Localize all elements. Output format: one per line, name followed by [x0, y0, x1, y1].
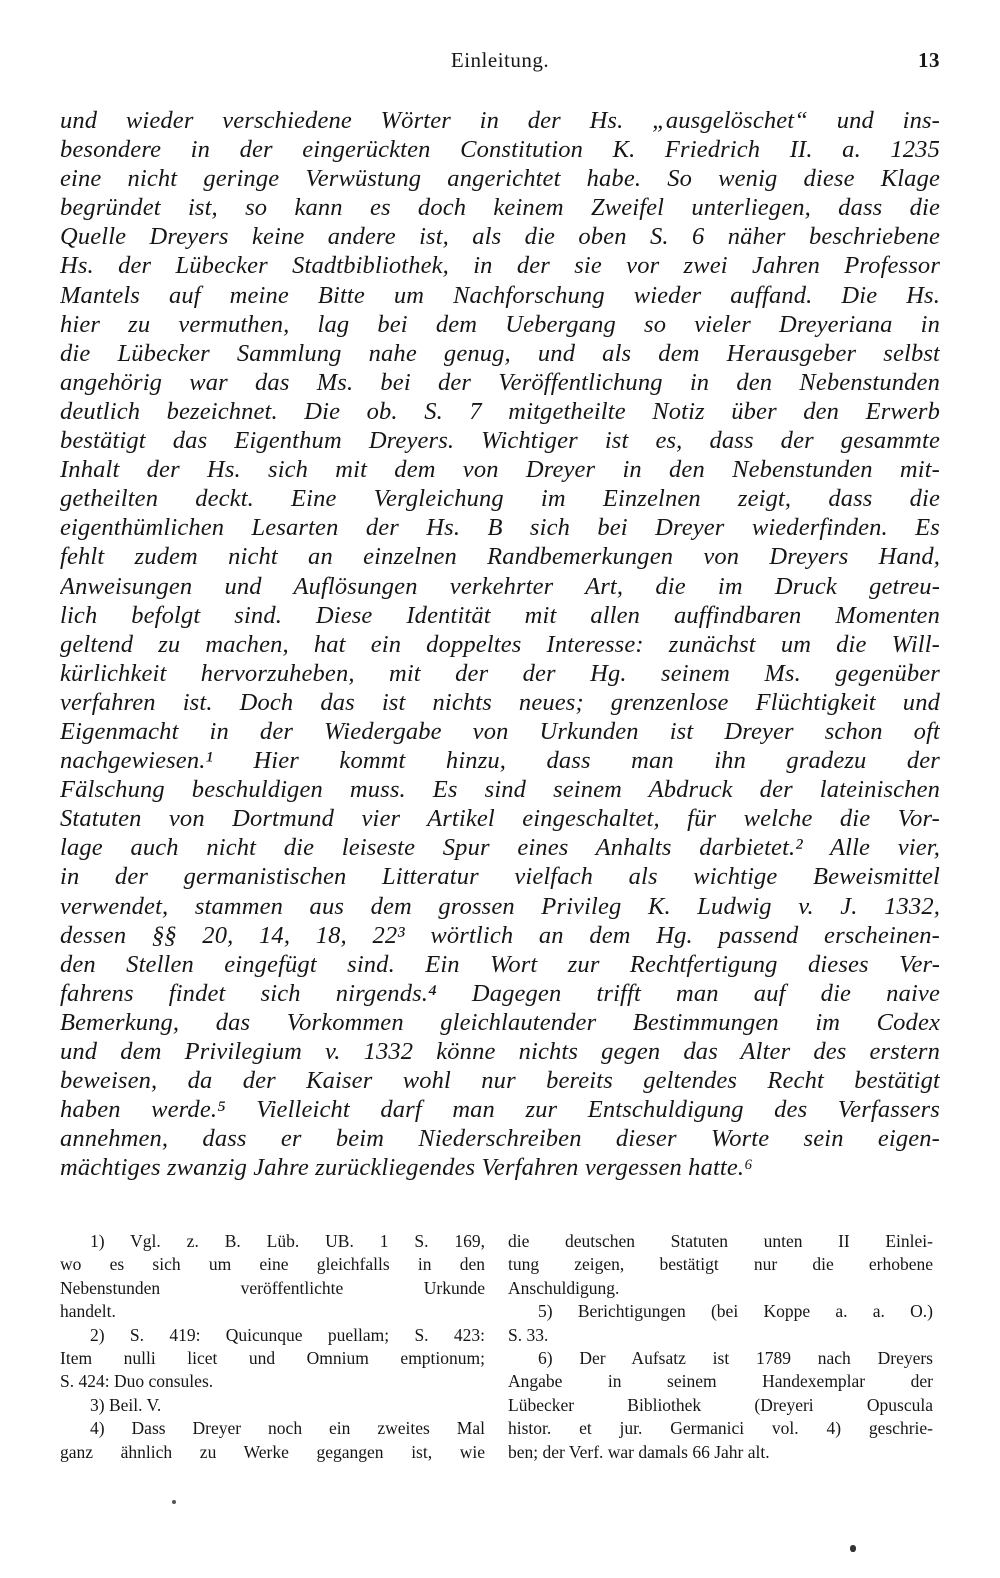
footnote-line: Lübecker Bibliothek (Dreyeri Opuscula — [508, 1394, 933, 1415]
footnote-line: S. 424: Duo consules. — [60, 1371, 214, 1392]
text-line: Statuten von Dortmund vier Artikel eingeschaltet, für welche die Vor- — [60, 805, 940, 833]
text-line: lich befolgt sind. Diese Identität mit allen auffindbaren Momenten — [60, 601, 940, 629]
footnote-line: 1) Vgl. z. B. Lüb. UB. 1 S. 169, — [90, 1231, 485, 1251]
footnote-line: 3) Beil. V. — [90, 1394, 162, 1415]
text-line: lage auch nicht die leiseste Spur eines Anhalts darbietet.² Alle vier, — [60, 834, 940, 862]
footnote-line: wo es sich um eine gleichfalls in den — [60, 1254, 485, 1275]
text-line: besondere in der eingerückten Constitution K. Friedrich II. a. 1235 — [60, 136, 940, 164]
text-line: Inhalt der Hs. sich mit dem von Dreyer in den Nebenstunden mit- — [60, 456, 940, 484]
footnote-line: tung zeigen, bestätigt nur die erhobene — [508, 1254, 933, 1275]
text-line: Fälschung beschuldigen muss. Es sind seinem Abdruck der lateinischen — [60, 776, 940, 804]
footnote-line: histor. et jur. Germanici vol. 4) geschrie- — [508, 1418, 933, 1439]
text-line: Hs. der Lübecker Stadtbibliothek, in der sie vor zwei Jahren Professor — [60, 252, 940, 280]
page-number: 13 — [918, 48, 940, 72]
text-line: den Stellen eingefügt sind. Ein Wort zur Rechtfertigung dieses Ver- — [60, 950, 940, 978]
footnote-line: S. 33. — [508, 1324, 549, 1345]
text-line: Quelle Dreyers keine andere ist, als die oben S. 6 näher beschriebene — [60, 223, 940, 251]
text-line: beweisen, da der Kaiser wohl nur bereits geltendes Recht bestätigt — [60, 1067, 940, 1095]
text-line: geltend zu machen, hat ein doppeltes Interesse: zunächst um die Will- — [60, 630, 940, 658]
footnote-line: Nebenstunden veröffentlichte Urkunde — [60, 1277, 485, 1298]
text-line: annehmen, dass er beim Niederschreiben dieser Worte sein eigen- — [60, 1125, 940, 1153]
text-line: Eigenmacht in der Wiedergabe von Urkunden ist Dreyer schon oft — [60, 717, 940, 745]
print-speck — [172, 1500, 176, 1504]
print-speck — [850, 1545, 856, 1552]
footnote-line: Anschuldigung. — [508, 1277, 620, 1298]
text-line: haben werde.⁵ Vielleicht darf man zur Entschuldigung des Verfassers — [60, 1096, 940, 1124]
footnote-line: Item nulli licet und Omnium emptionum; — [60, 1347, 485, 1368]
text-line: mächtiges zwanzig Jahre zurückliegendes Verfahren vergessen hatte.⁶ — [60, 1154, 753, 1182]
footnote-line: ben; der Verf. war damals 66 Jahr alt. — [508, 1441, 770, 1462]
text-line: Bemerkung, das Vorkommen gleichlautender Bestimmungen im Codex — [60, 1008, 940, 1036]
footnote-line: 6) Der Aufsatz ist 1789 nach Dreyers — [538, 1347, 933, 1368]
text-line: nachgewiesen.¹ Hier kommt hinzu, dass man ihn gradezu der — [60, 747, 940, 775]
text-line: die Lübecker Sammlung nahe genug, und als dem Herausgeber selbst — [60, 339, 940, 367]
footnote-line: Angabe in seinem Handexemplar der — [508, 1371, 933, 1392]
text-line: getheilten deckt. Eine Vergleichung im Einzelnen zeigt, dass die — [60, 485, 940, 513]
text-line: fehlt zudem nicht an einzelnen Randbemerkungen von Dreyers Hand, — [60, 543, 940, 571]
text-line: und wieder verschiedene Wörter in der Hs. „ausgelöschet“ und ins- — [60, 107, 940, 134]
text-line: eigenthümlichen Lesarten der Hs. B sich bei Dreyer wiederfinden. Es — [60, 514, 940, 542]
footnote-line: die deutschen Statuten unten II Einlei- — [508, 1231, 933, 1251]
footnote-line: 4) Dass Dreyer noch ein zweites Mal — [90, 1418, 485, 1439]
footnote-line: 2) S. 419: Quicunque puellam; S. 423: — [90, 1324, 485, 1345]
footnote-line: ganz ähnlich zu Werke gegangen ist, wie — [60, 1441, 485, 1462]
text-line: Mantels auf meine Bitte um Nachforschung wieder auffand. Die Hs. — [60, 281, 940, 309]
text-line: bestätigt das Eigenthum Dreyers. Wichtiger ist es, dass der gesammte — [60, 427, 940, 455]
text-line: hier zu vermuthen, lag bei dem Uebergang so vieler Dreyeriana in — [60, 310, 940, 338]
text-line: und dem Privilegium v. 1332 könne nichts gegen das Alter des erstern — [60, 1038, 940, 1065]
text-line: kürlichkeit hervorzuheben, mit der der Hg. seinem Ms. gegenüber — [60, 659, 940, 687]
footnote-line: handelt. — [60, 1301, 116, 1322]
footnotes-right-column — [508, 1230, 933, 1464]
text-line: in der germanistischen Litteratur vielfach als wichtige Beweismittel — [60, 863, 940, 891]
text-line: dessen §§ 20, 14, 18, 22³ wörtlich an dem Hg. passend erscheinen- — [60, 921, 940, 949]
text-line: begründet ist, so kann es doch keinem Zweifel unterliegen, dass die — [60, 194, 940, 222]
running-title: Einleitung. — [450, 48, 550, 72]
text-line: Anweisungen und Auflösungen verkehrter Art, die im Druck getreu- — [60, 572, 940, 600]
text-line: eine nicht geringe Verwüstung angerichtet habe. So wenig diese Klage — [60, 165, 940, 193]
running-header — [60, 48, 940, 78]
main-text — [60, 106, 940, 1182]
text-line: fahrens findet sich nirgends.⁴ Dagegen trifft man auf die naive — [60, 979, 940, 1007]
footnote-line: 5) Berichtigungen (bei Koppe a. a. O.) — [538, 1301, 933, 1322]
footnotes-left-column — [60, 1230, 485, 1464]
text-line: angehörig war das Ms. bei der Veröffentlichung in den Nebenstunden — [60, 368, 940, 396]
text-line: deutlich bezeichnet. Die ob. S. 7 mitgetheilte Notiz über den Erwerb — [60, 397, 940, 425]
text-line: verwendet, stammen aus dem grossen Privileg K. Ludwig v. J. 1332, — [60, 892, 940, 920]
text-line: verfahren ist. Doch das ist nichts neues; grenzenlose Flüchtigkeit und — [60, 688, 940, 716]
